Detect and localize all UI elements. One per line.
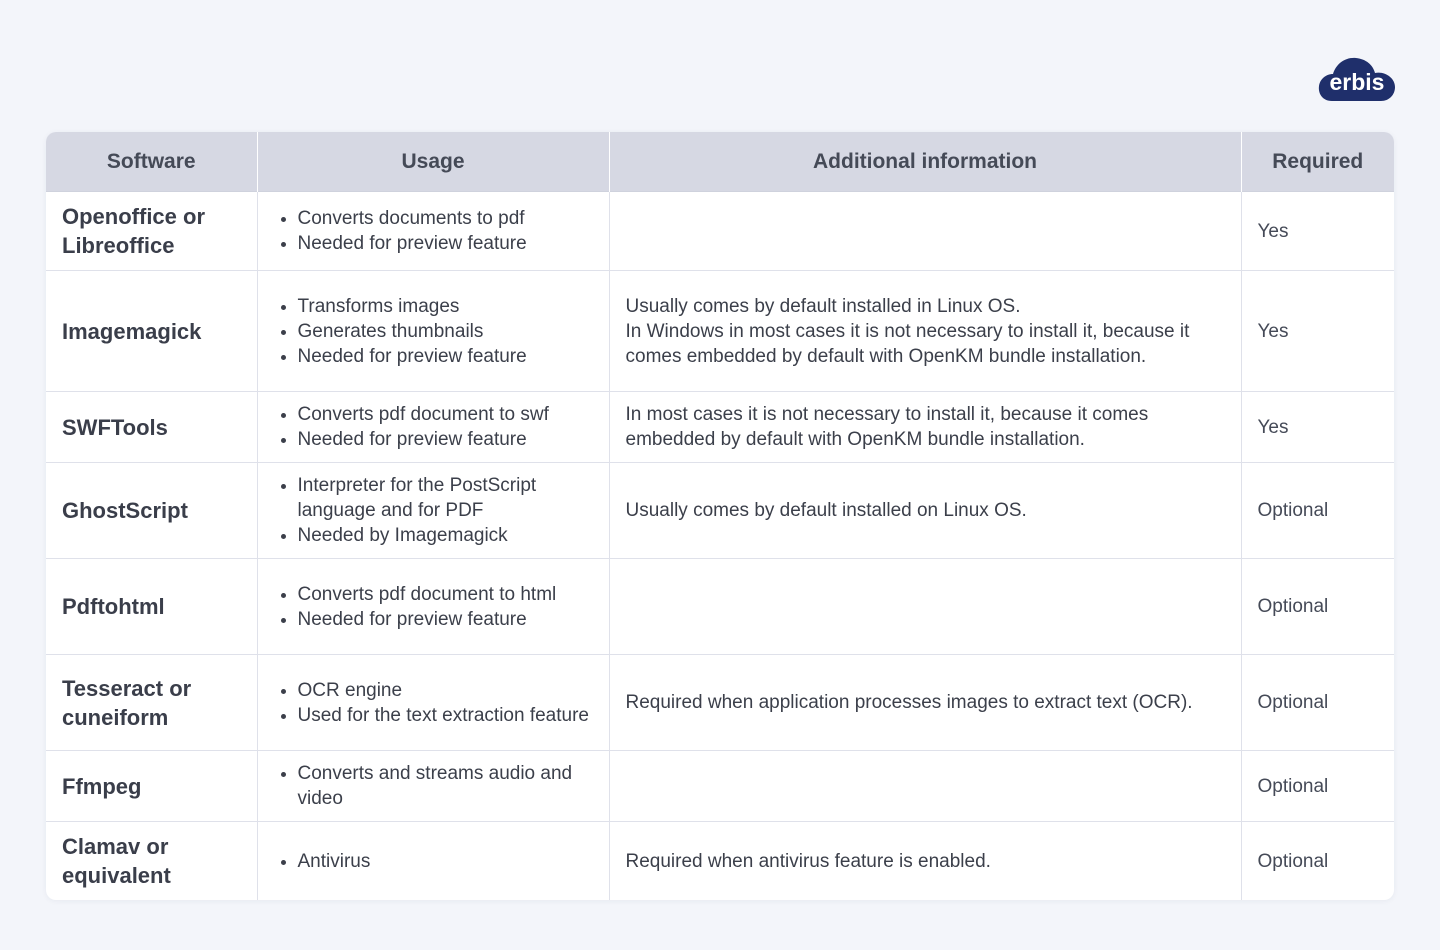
info-text: Required when application processes images to extract text (OCR).	[625, 692, 1193, 713]
usage-cell	[257, 392, 609, 463]
cloud-icon	[1318, 55, 1396, 103]
usage-item: • OCR engine	[298, 678, 593, 703]
software-name: Openoffice or Libreoffice	[46, 192, 257, 271]
table-row	[46, 655, 1394, 751]
software-name: GhostScript	[46, 463, 257, 559]
software-name: SWFTools	[46, 392, 257, 463]
usage-cell	[257, 751, 609, 822]
table-row	[46, 192, 1394, 271]
table-row	[46, 463, 1394, 559]
software-name: Clamav or equivalent	[46, 822, 257, 901]
additional-info-cell	[609, 271, 1241, 392]
requirements-table-card	[46, 132, 1394, 900]
usage-list	[274, 582, 593, 632]
software-requirements-table	[46, 132, 1394, 900]
logo-text: erbis	[1329, 69, 1385, 95]
required-value: Optional	[1241, 463, 1394, 559]
usage-list	[274, 849, 593, 874]
usage-item: • Needed by Imagemagick	[298, 523, 593, 548]
usage-item: • Used for the text extraction feature	[298, 703, 593, 728]
info-text: In Windows in most cases it is not necessary to install it, because it comes embedded by default with OpenKM bundle installation.	[625, 320, 1190, 367]
erbis-logo	[1318, 55, 1396, 103]
usage-item: • Converts documents to pdf	[298, 206, 593, 231]
usage-item: • Needed for preview feature	[298, 231, 593, 256]
table-row	[46, 822, 1394, 901]
usage-item: • Needed for preview feature	[298, 427, 593, 452]
additional-info-cell	[609, 463, 1241, 559]
usage-item: • Converts pdf document to swf	[298, 402, 593, 427]
table-row	[46, 392, 1394, 463]
required-value: Optional	[1241, 559, 1394, 655]
usage-item: • Antivirus	[298, 849, 593, 874]
table-row	[46, 751, 1394, 822]
info-text: Usually comes by default installed on Linux OS.	[625, 500, 1027, 521]
info-text: In most cases it is not necessary to install it, because it comes embedded by default with OpenKM bundle installation.	[625, 404, 1149, 450]
header-usage: Usage	[257, 132, 609, 192]
usage-cell	[257, 822, 609, 901]
software-name: Pdftohtml	[46, 559, 257, 655]
usage-item: • Generates thumbnails	[298, 319, 593, 344]
usage-item: • Converts pdf document to html	[298, 582, 593, 607]
required-value: Optional	[1241, 655, 1394, 751]
usage-cell	[257, 271, 609, 392]
required-value: Yes	[1241, 271, 1394, 392]
usage-item: • Converts and streams audio and video	[298, 761, 593, 811]
usage-item: • Interpreter for the PostScript language and for PDF	[298, 473, 593, 523]
usage-list	[274, 206, 593, 256]
info-text: Required when antivirus feature is enabled.	[625, 850, 991, 872]
usage-item: • Needed for preview feature	[298, 607, 593, 632]
usage-cell	[257, 192, 609, 271]
info-text: Usually comes by default installed in Linux OS.	[625, 295, 1021, 317]
usage-cell	[257, 463, 609, 559]
usage-list	[274, 473, 593, 548]
usage-list	[274, 402, 593, 452]
software-name: Tesseract or cuneiform	[46, 655, 257, 751]
header-software: Software	[46, 132, 257, 192]
additional-info-cell	[609, 559, 1241, 655]
usage-cell	[257, 655, 609, 751]
required-value: Yes	[1241, 192, 1394, 271]
table-row	[46, 559, 1394, 655]
usage-list	[274, 678, 593, 728]
table-header-row	[46, 132, 1394, 192]
usage-list	[274, 294, 593, 369]
usage-cell	[257, 559, 609, 655]
additional-info-cell	[609, 822, 1241, 901]
required-value: Optional	[1257, 850, 1329, 872]
usage-item: • Needed for preview feature	[298, 344, 593, 369]
additional-info-cell	[609, 655, 1241, 751]
additional-info-cell	[609, 751, 1241, 822]
additional-info-cell	[609, 192, 1241, 271]
header-required: Required	[1241, 132, 1394, 192]
header-additional-information: Additional information	[609, 132, 1241, 192]
additional-info-cell	[609, 392, 1241, 463]
table-row	[46, 271, 1394, 392]
usage-list	[274, 761, 593, 811]
usage-item: • Transforms images	[298, 294, 593, 319]
required-value: Yes	[1241, 392, 1394, 463]
software-name: Imagemagick	[46, 271, 257, 392]
software-name: Ffmpeg	[46, 751, 257, 822]
required-value: Optional	[1241, 751, 1394, 822]
